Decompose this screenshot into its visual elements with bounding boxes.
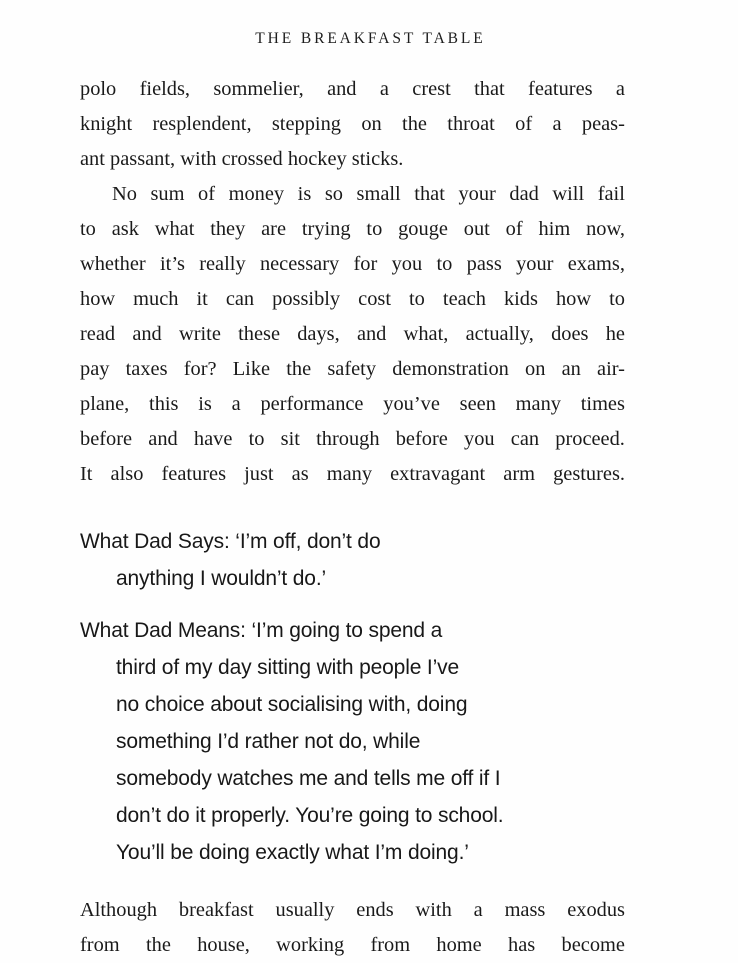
paragraph-2-line-8 xyxy=(80,422,625,457)
w: to xyxy=(609,288,625,310)
w: what xyxy=(154,218,195,240)
w: just xyxy=(244,463,274,485)
w: kids xyxy=(503,288,538,310)
dad-says-line-2: anything I wouldn’t do.’ xyxy=(116,567,327,590)
w: your xyxy=(516,253,554,275)
w: have xyxy=(193,428,233,450)
w: No xyxy=(112,183,137,205)
w: pass xyxy=(466,253,502,275)
w: days, xyxy=(297,323,340,345)
w: features xyxy=(161,463,227,485)
w: extravagant xyxy=(390,463,486,485)
w: a xyxy=(231,393,241,415)
paragraph-1-line-1 xyxy=(80,72,625,107)
w: does xyxy=(551,323,589,345)
w: that xyxy=(414,183,445,205)
w: gouge xyxy=(398,218,448,240)
w: whether xyxy=(80,253,146,275)
w: seen xyxy=(459,393,496,415)
w: Although xyxy=(80,899,158,921)
paragraph-2 xyxy=(80,177,625,492)
paragraph-2-line-5 xyxy=(80,317,625,352)
w: a xyxy=(473,899,483,921)
w: the xyxy=(286,358,312,380)
paragraph-2-line-7 xyxy=(80,387,625,422)
dad-says-block xyxy=(80,523,625,597)
paragraph-2-line-2 xyxy=(80,212,625,247)
w: of xyxy=(505,218,523,240)
w: it xyxy=(196,288,208,310)
paragraph-2-line-1 xyxy=(80,177,625,212)
w: to xyxy=(409,288,425,310)
w: many xyxy=(515,393,561,415)
w: Like xyxy=(232,358,271,380)
paragraph-2-line-3 xyxy=(80,247,625,282)
w: become xyxy=(561,934,625,956)
w: proceed. xyxy=(555,428,625,450)
w: and xyxy=(148,428,178,450)
w: for xyxy=(353,253,378,275)
w: it’s xyxy=(159,253,185,275)
w: features xyxy=(528,78,593,100)
w: really xyxy=(199,253,246,275)
w: they xyxy=(210,218,246,240)
dad-means-line-4: something I’d rather not do, while xyxy=(116,730,421,753)
w: of xyxy=(515,113,533,135)
dad-means-line-3: no choice about socialising with, doing xyxy=(116,693,468,716)
w: can xyxy=(225,288,255,310)
w: your xyxy=(458,183,496,205)
w: to xyxy=(436,253,453,275)
w: polo xyxy=(80,78,117,100)
w: before xyxy=(395,428,448,450)
w: pay xyxy=(80,358,110,380)
w: knight xyxy=(80,113,133,135)
w: home xyxy=(436,934,482,956)
w: crest xyxy=(412,78,451,100)
w: and xyxy=(327,78,357,100)
spacer xyxy=(80,871,625,893)
w: throat xyxy=(447,113,495,135)
w: possibly xyxy=(272,288,341,310)
w: you xyxy=(391,253,423,275)
dad-says-line-1: What Dad Says: ‘I’m off, don’t do xyxy=(80,530,381,553)
w: him xyxy=(538,218,571,240)
w: of xyxy=(198,183,216,205)
w: ask xyxy=(111,218,139,240)
w: times xyxy=(580,393,625,415)
w: so xyxy=(324,183,343,205)
w: can xyxy=(510,428,540,450)
w: are xyxy=(261,218,287,240)
w: sum xyxy=(150,183,185,205)
w: performance xyxy=(260,393,364,415)
w: arm xyxy=(503,463,535,485)
w: out xyxy=(463,218,490,240)
w: small xyxy=(356,183,401,205)
paragraph-3-line-2 xyxy=(80,928,625,963)
w: taxes xyxy=(125,358,168,380)
w: cost xyxy=(358,288,391,310)
paragraph-1-line-2 xyxy=(80,107,625,142)
paragraph-2-line-6 xyxy=(80,352,625,387)
w: what, xyxy=(403,323,449,345)
dad-means-line-2: third of my day sitting with people I’ve xyxy=(116,656,460,679)
w: is xyxy=(198,393,212,415)
w: from xyxy=(80,934,120,956)
w: much xyxy=(133,288,179,310)
text-column xyxy=(80,72,625,963)
w: plane, xyxy=(80,393,130,415)
w: how xyxy=(555,288,592,310)
dad-means-line-5: somebody watches me and tells me off if I xyxy=(116,767,501,790)
w: safety xyxy=(327,358,377,380)
w: mass xyxy=(504,899,546,921)
w: to xyxy=(248,428,265,450)
w: stepping xyxy=(271,113,341,135)
w: for? xyxy=(183,358,217,380)
w: sit xyxy=(280,428,300,450)
w: from xyxy=(370,934,411,956)
w: gestures. xyxy=(553,463,625,485)
w: before xyxy=(80,428,133,450)
w: is xyxy=(297,183,312,205)
w: and xyxy=(356,323,387,345)
w: a xyxy=(615,78,625,100)
paragraph-3 xyxy=(80,893,625,963)
w: breakfast xyxy=(178,899,254,921)
w: ends xyxy=(356,899,394,921)
w: and xyxy=(132,323,162,345)
w: through xyxy=(316,428,380,450)
w: with xyxy=(415,899,452,921)
w: will xyxy=(552,183,585,205)
w: working xyxy=(276,934,345,956)
dad-means-line-1: What Dad Means: ‘I’m going to spend a xyxy=(80,619,443,642)
w: on xyxy=(361,113,382,135)
w: sommelier, xyxy=(213,78,304,100)
paragraph-2-line-9 xyxy=(80,457,625,492)
w: actually, xyxy=(465,323,534,345)
spacer xyxy=(80,597,625,612)
paragraph-3-line-1 xyxy=(80,893,625,928)
w: on xyxy=(525,358,546,380)
w: to xyxy=(366,218,383,240)
paragraph-1 xyxy=(80,72,625,177)
w: fail xyxy=(597,183,625,205)
dad-means-block xyxy=(80,612,625,871)
w: demonstration xyxy=(392,358,509,380)
w: the xyxy=(145,934,171,956)
w: that xyxy=(474,78,505,100)
w: the xyxy=(402,113,427,135)
spacer xyxy=(80,492,625,523)
w: these xyxy=(238,323,281,345)
dad-means-line-7: You’ll be doing exactly what I’m doing.’ xyxy=(116,841,469,864)
w: dad xyxy=(509,183,539,205)
running-head: THE BREAKFAST TABLE xyxy=(255,30,486,47)
w: teach xyxy=(442,288,486,310)
w: he xyxy=(605,323,625,345)
w: necessary xyxy=(259,253,340,275)
dad-means-line-6: don’t do it properly. You’re going to school. xyxy=(116,804,504,827)
w: as xyxy=(291,463,309,485)
w: write xyxy=(178,323,221,345)
w: you’ve xyxy=(383,393,440,415)
w: now, xyxy=(586,218,625,240)
w: a xyxy=(379,78,389,100)
w: read xyxy=(80,323,116,345)
w: air- xyxy=(597,358,625,380)
w: also xyxy=(110,463,144,485)
w: exams, xyxy=(567,253,625,275)
w: a xyxy=(552,113,562,135)
w: house, xyxy=(197,934,250,956)
w: It xyxy=(80,463,93,485)
w: usually xyxy=(275,899,335,921)
w: has xyxy=(508,934,536,956)
w: peas- xyxy=(581,113,625,135)
w: money xyxy=(228,183,285,205)
w: exodus xyxy=(567,899,625,921)
w: fields, xyxy=(139,78,191,100)
w: you xyxy=(464,428,495,450)
paragraph-1-line-3: ant passant, with crossed hockey sticks. xyxy=(80,148,404,170)
w: this xyxy=(149,393,179,415)
w: to xyxy=(80,218,96,240)
w: how xyxy=(80,288,116,310)
w: trying xyxy=(301,218,351,240)
paragraph-2-line-4 xyxy=(80,282,625,317)
w: many xyxy=(326,463,373,485)
w: an xyxy=(561,358,581,380)
w: resplendent, xyxy=(152,113,252,135)
